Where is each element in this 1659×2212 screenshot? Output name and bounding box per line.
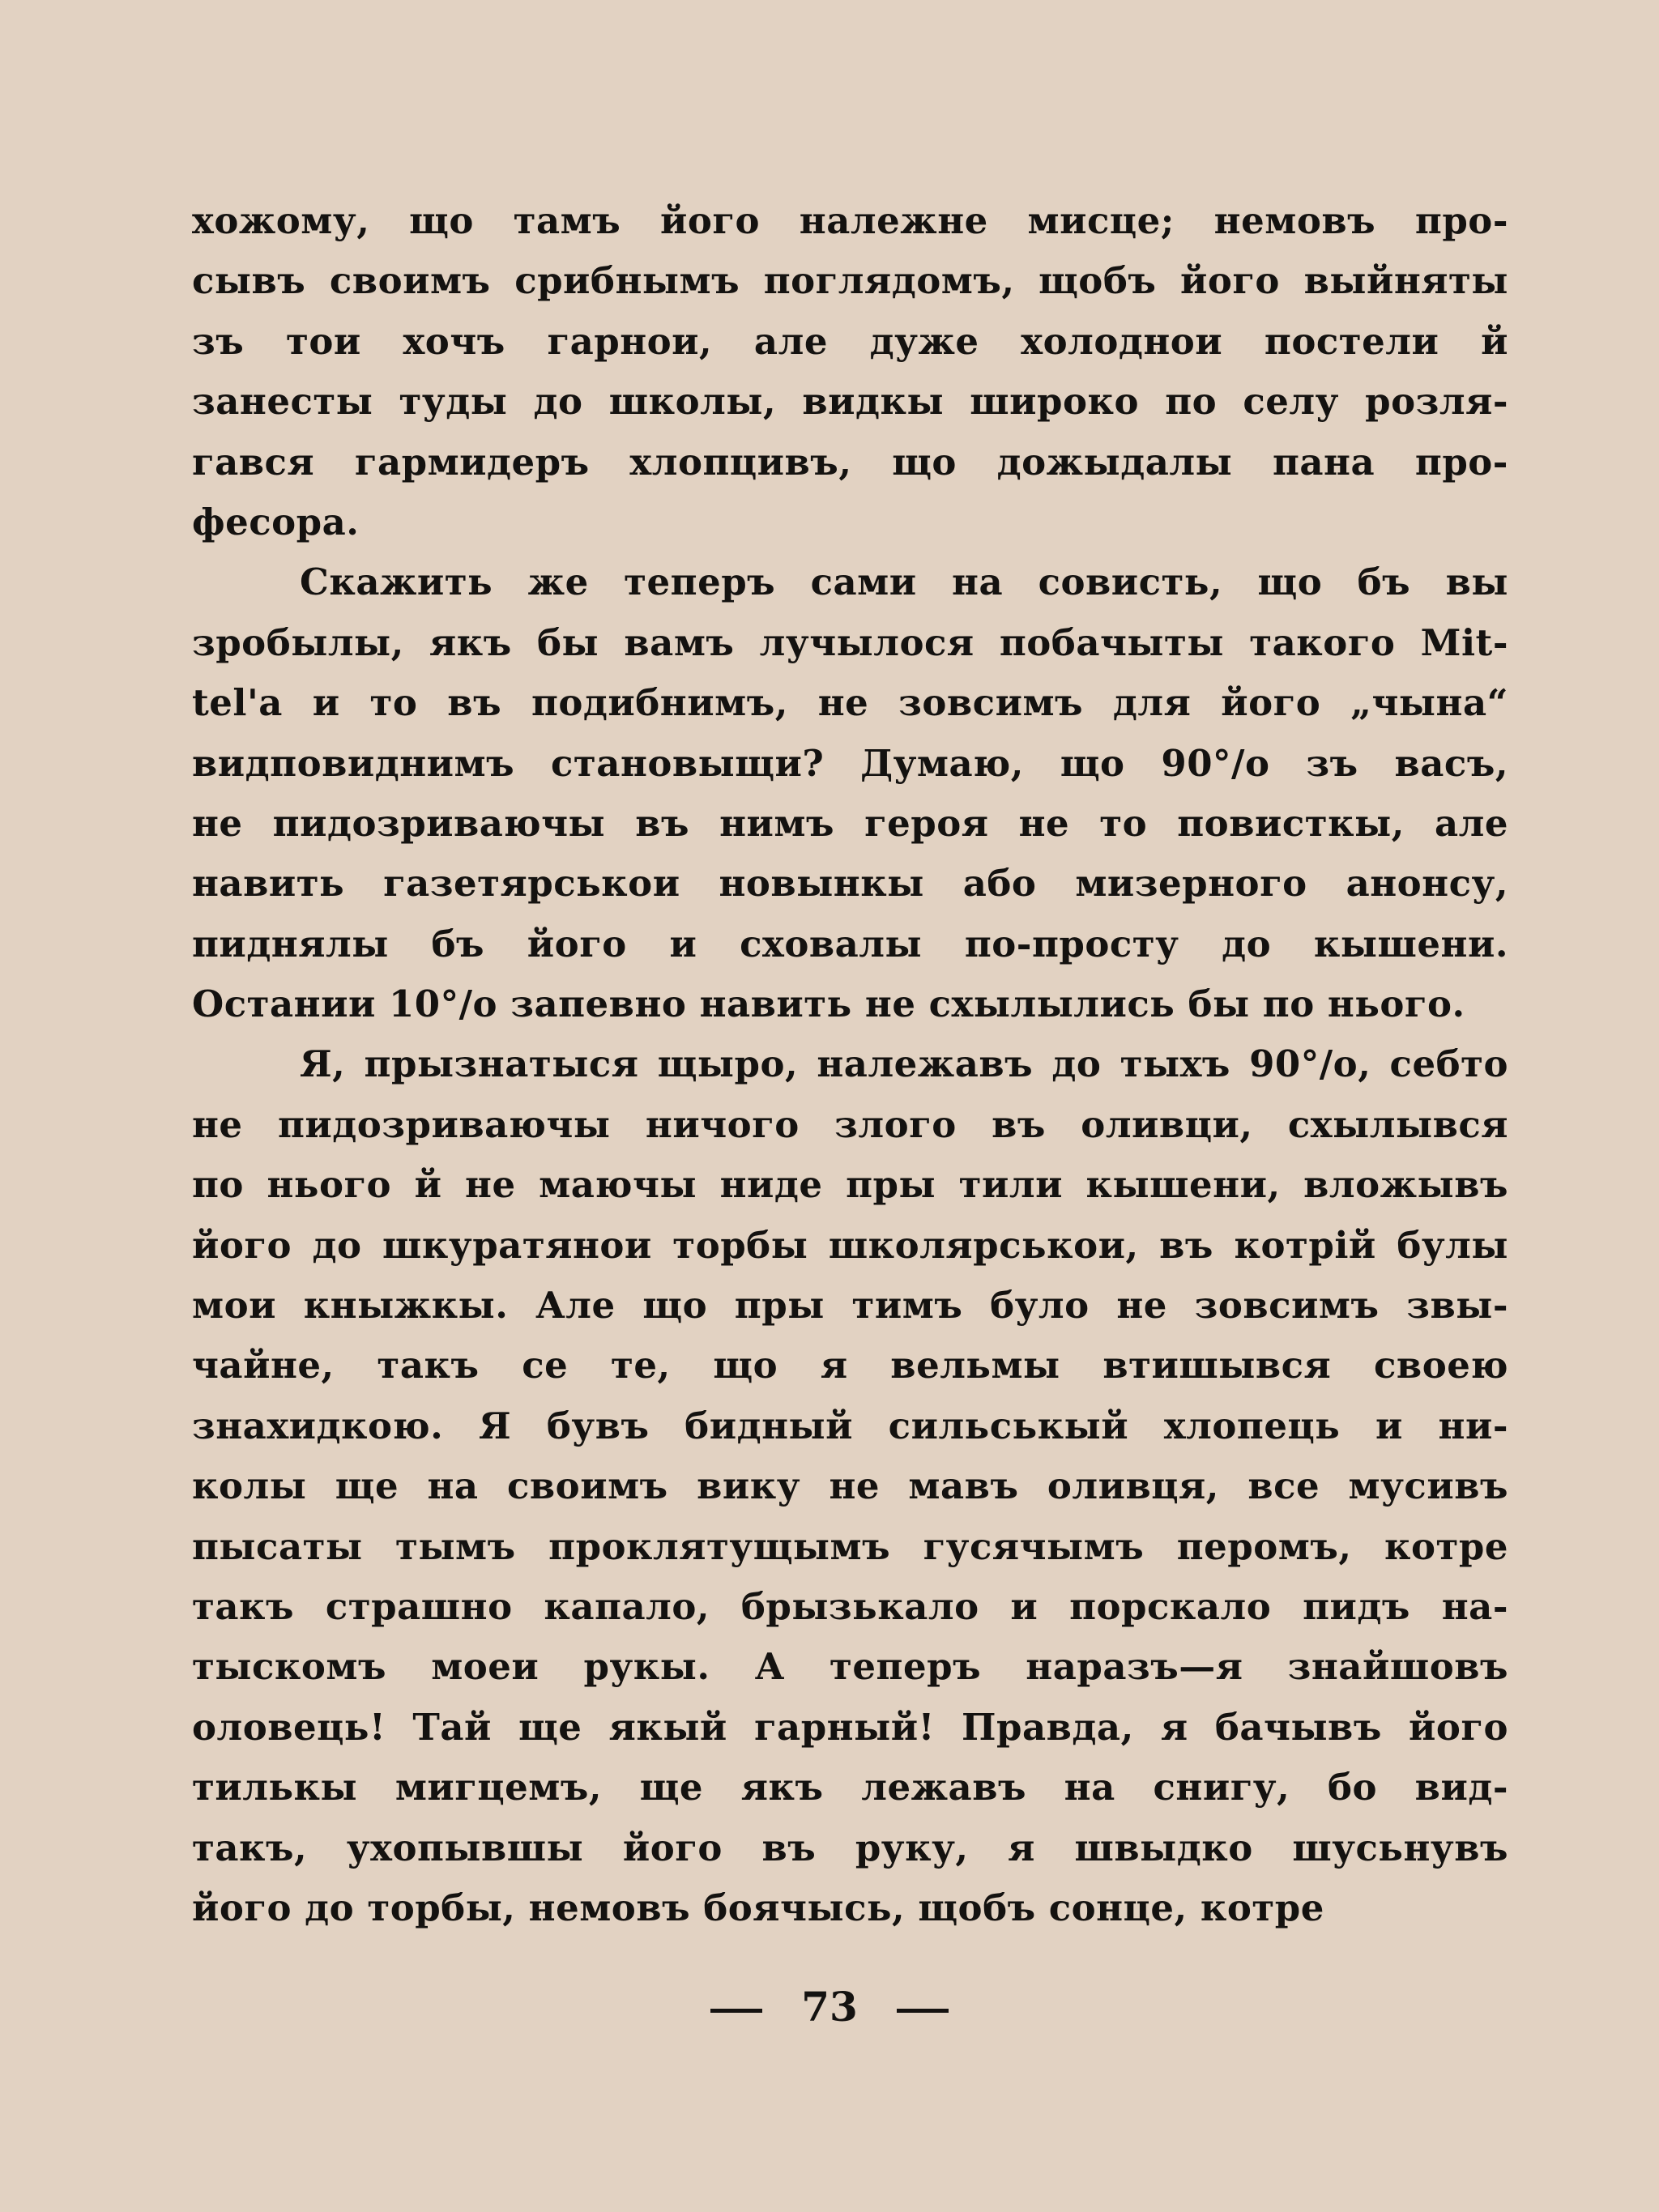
text-line: занесты туды до школы, видкы широко по селу розля-	[192, 380, 1508, 424]
text-line: не пидозриваючы ничого злого въ оливци, схылывся	[192, 1102, 1508, 1146]
text-line: зъ тои хочъ гарнои, але дуже холоднои постели й	[192, 319, 1508, 363]
left-dash	[710, 2009, 762, 2013]
body-text	[192, 191, 1508, 1938]
right-dash	[897, 2009, 949, 2013]
text-line: зробылы, якъ бы вамъ лучылося побачыты такого Mit-	[192, 620, 1508, 664]
text-line: фесора.	[192, 500, 360, 543]
text-line: тыскомъ моеи рукы. А теперъ наразъ—я знайшовъ	[192, 1645, 1508, 1689]
text-line: Я, прызнатыся щыро, належавъ до тыхъ 90°/o, себто	[300, 1042, 1508, 1086]
text-line: його до торбы, немовъ боячысь, щобъ сонце, котре	[192, 1886, 1324, 1929]
text-line: пиднялы бъ його и сховалы по-просту до кышени.	[192, 922, 1508, 965]
text-line: не пидозриваючы въ нимъ героя не то повисткы, але	[192, 801, 1508, 845]
text-line: пысаты тымъ проклятущымъ гусячымъ перомъ, котре	[192, 1524, 1508, 1568]
page-number-footer	[0, 1983, 1659, 2031]
text-line: його до шкуратянои торбы школярськои, въ котрій булы	[192, 1223, 1508, 1267]
text-line: знахидкою. Я бувъ бидный сильськый хлопець и ни-	[192, 1404, 1508, 1447]
paragraph	[192, 552, 1508, 1034]
text-line: колы ще на своимъ вику не мавъ оливця, все мусивъ	[192, 1464, 1508, 1508]
text-line: навить газетярськои новынкы або мизерного анонсу,	[192, 862, 1508, 906]
text-line: такъ страшно капало, брызькало и порскало пидъ на-	[192, 1584, 1508, 1628]
paragraph	[192, 191, 1508, 552]
text-line: Скажить же теперъ сами на совисть, що бъ вы	[300, 560, 1508, 604]
text-line: Остании 10°/o запевно навить не схылылись бы по нього.	[192, 982, 1465, 1026]
text-line: такъ, ухопывшы його въ руку, я швыдко шусьнувъ	[192, 1826, 1508, 1869]
text-line: хожому, що тамъ його належне мисце; немовъ про-	[192, 199, 1508, 242]
text-line: чайне, такъ се те, що я вельмы втишывся своею	[192, 1344, 1508, 1387]
text-line: гався гармидеръ хлопцивъ, що дожыдалы пана про-	[192, 440, 1508, 484]
text-line: видповиднимъ становыщи? Думаю, що 90°/o зъ васъ,	[192, 741, 1508, 785]
text-line: tel'a и то въ подибнимъ, не зовсимъ для його „чына“	[192, 681, 1508, 725]
text-line: мои кныжкы. Але що пры тимъ було не зовсимъ звы-	[192, 1284, 1508, 1328]
page-number: 73	[801, 1983, 858, 2031]
text-line: тилькы мигцемъ, ще якъ лежавъ на снигу, бо вид-	[192, 1766, 1508, 1809]
text-line: сывъ своимъ срибнымъ поглядомъ, щобъ його выйняты	[192, 259, 1508, 303]
text-line: по нього й не маючы ниде пры тили кышени, вложывъ	[192, 1163, 1508, 1207]
text-line: оловець! Тай ще якый гарный! Правда, я бачывъ його	[192, 1705, 1508, 1749]
paragraph	[192, 1034, 1508, 1938]
